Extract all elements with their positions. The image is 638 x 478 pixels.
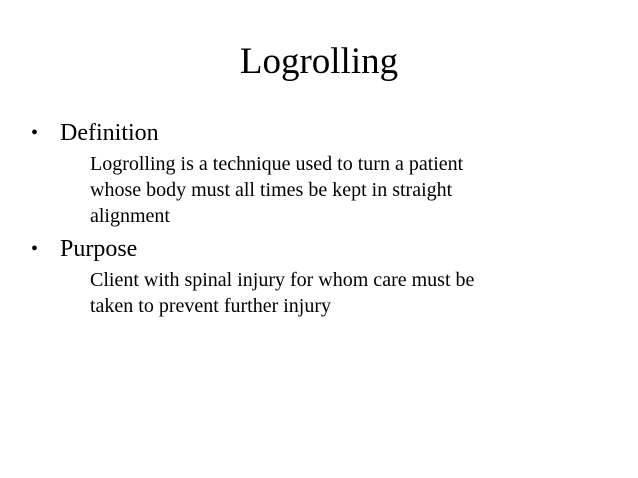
bullet-heading-definition: Definition [60, 120, 159, 146]
bullet-heading-purpose: Purpose [60, 236, 138, 262]
definition-line: whose body must all times be kept in straight [90, 179, 453, 201]
bullet-purpose [31, 233, 611, 319]
purpose-line: Client with spinal injury for whom care must be [90, 269, 475, 291]
purpose-text [90, 267, 611, 319]
purpose-line: taken to prevent further injury [90, 295, 332, 317]
bullet-marker: • [31, 122, 39, 144]
bullet-marker: • [31, 238, 39, 260]
bullet-list [31, 117, 611, 323]
definition-line: Logrolling is a technique used to turn a patient [90, 153, 464, 175]
bullet-definition [31, 117, 611, 229]
definition-line: alignment [90, 205, 170, 227]
bullet-heading-row [31, 117, 611, 149]
slide-title: Logrolling [239, 41, 399, 82]
bullet-heading-row [31, 233, 611, 265]
definition-text [90, 151, 611, 229]
